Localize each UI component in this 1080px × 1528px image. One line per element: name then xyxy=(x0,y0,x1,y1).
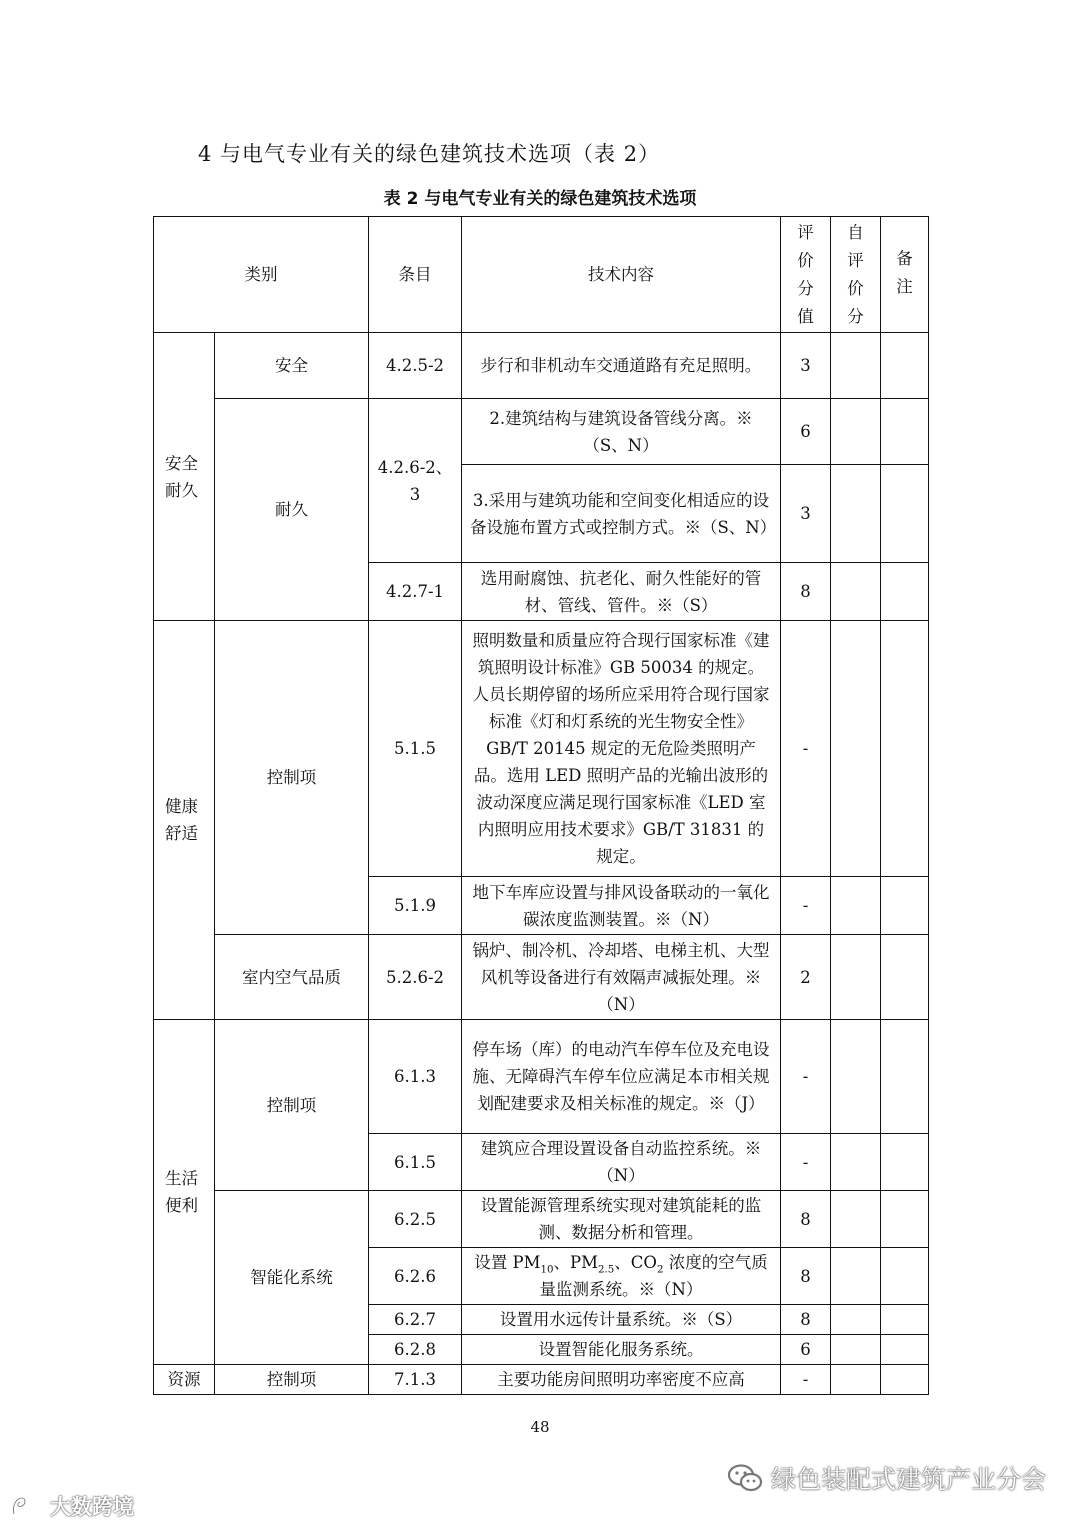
table-row xyxy=(154,1365,929,1395)
content-cell: 主要功能房间照明功率密度不应高 xyxy=(462,1365,781,1395)
table-row xyxy=(154,1020,929,1134)
item-cell: 5.1.5 xyxy=(369,621,462,877)
content-cell: 锅炉、制冷机、冷却塔、电梯主机、大型风机等设备进行有效隔声减振处理。※（N） xyxy=(462,935,781,1020)
score-cell: - xyxy=(781,621,831,877)
brand-logo-icon xyxy=(10,1494,44,1518)
subcategory-cell: 智能化系统 xyxy=(215,1191,369,1365)
item-cell: 4.2.6-2、3 xyxy=(369,399,462,563)
content-cell: 2.建筑结构与建筑设备管线分离。※（S、N） xyxy=(462,399,781,465)
category-cell: 健康舒适 xyxy=(154,621,215,1020)
header-remark: 备注 xyxy=(881,217,929,333)
remark-cell xyxy=(881,1365,929,1395)
item-cell: 7.1.3 xyxy=(369,1365,462,1395)
remark-cell xyxy=(881,621,929,877)
self-score-cell xyxy=(831,1191,881,1248)
item-cell: 5.2.6-2 xyxy=(369,935,462,1020)
remark-cell xyxy=(881,1020,929,1134)
green-building-table xyxy=(153,216,929,1395)
watermark-left-text: 大数跨境 xyxy=(50,1495,134,1519)
item-cell: 4.2.5-2 xyxy=(369,333,462,399)
remark-cell xyxy=(881,1134,929,1191)
subcategory-cell: 安全 xyxy=(215,333,369,399)
category-cell: 生活便利 xyxy=(154,1020,215,1365)
self-score-cell xyxy=(831,935,881,1020)
table-row xyxy=(154,399,929,465)
self-score-cell xyxy=(831,563,881,621)
subcategory-cell: 耐久 xyxy=(215,399,369,621)
score-cell: 8 xyxy=(781,563,831,621)
content-cell: 照明数量和质量应符合现行国家标准《建筑照明设计标准》GB 50034 的规定。人员长期停留的场所应采用符合现行国家标准《灯和灯系统的光生物安全性》GB/T 20145 规定的无危险类照明产品。选用 LED 照明产品的光输出波形的波动深度应满足现行国家标准《LED 室内照明应用技术要求》GB/T 31831 的规定。 xyxy=(462,621,781,877)
table-row xyxy=(154,333,929,399)
wechat-icon xyxy=(727,1463,763,1493)
item-cell: 4.2.7-1 xyxy=(369,563,462,621)
score-cell: - xyxy=(781,1134,831,1191)
self-score-cell xyxy=(831,877,881,935)
category-cell: 资源 xyxy=(154,1365,215,1395)
subcategory-cell: 控制项 xyxy=(215,1365,369,1395)
remark-cell xyxy=(881,1248,929,1305)
item-cell: 6.2.7 xyxy=(369,1305,462,1335)
self-score-cell xyxy=(831,1365,881,1395)
content-cell: 设置智能化服务系统。 xyxy=(462,1335,781,1365)
subcategory-cell: 控制项 xyxy=(215,621,369,935)
score-cell: - xyxy=(781,877,831,935)
self-score-cell xyxy=(831,1305,881,1335)
self-score-cell xyxy=(831,1134,881,1191)
self-score-cell xyxy=(831,465,881,563)
score-cell: 8 xyxy=(781,1305,831,1335)
score-cell: 3 xyxy=(781,465,831,563)
remark-cell xyxy=(881,877,929,935)
table-row xyxy=(154,935,929,1020)
table-caption: 表 2 与电气专业有关的绿色建筑技术选项 xyxy=(383,189,697,209)
watermark-right-text: 绿色装配式建筑产业分会 xyxy=(770,1465,1046,1494)
table-row xyxy=(154,1191,929,1248)
header-content: 技术内容 xyxy=(462,217,781,333)
header-item: 条目 xyxy=(369,217,462,333)
subcategory-cell: 室内空气品质 xyxy=(215,935,369,1020)
self-score-cell xyxy=(831,333,881,399)
self-score-cell xyxy=(831,621,881,877)
remark-cell xyxy=(881,1305,929,1335)
content-cell: 设置用水远传计量系统。※（S） xyxy=(462,1305,781,1335)
remark-cell xyxy=(881,465,929,563)
table-header-row xyxy=(154,217,929,333)
header-category: 类别 xyxy=(154,217,369,333)
score-cell: 2 xyxy=(781,935,831,1020)
page-number: 48 xyxy=(530,1418,550,1436)
remark-cell xyxy=(881,399,929,465)
content-cell: 建筑应合理设置设备自动监控系统。※（N） xyxy=(462,1134,781,1191)
item-cell: 6.2.6 xyxy=(369,1248,462,1305)
self-score-cell xyxy=(831,1335,881,1365)
content-cell: 设置能源管理系统实现对建筑能耗的监测、数据分析和管理。 xyxy=(462,1191,781,1248)
watermark-right xyxy=(727,1460,1046,1496)
table-row xyxy=(154,621,929,877)
content-cell: 设置 $PM_{10}$、$PM_{2.5}$、$CO_2$ 浓度的空气质量监测系统。※（N） xyxy=(462,1248,781,1305)
remark-cell xyxy=(881,1335,929,1365)
item-cell: 6.2.5 xyxy=(369,1191,462,1248)
self-score-cell xyxy=(831,1020,881,1134)
content-cell: 停车场（库）的电动汽车停车位及充电设施、无障碍汽车停车位应满足本市相关规划配建要求及相关标准的规定。※（J） xyxy=(462,1020,781,1134)
item-cell: 6.1.3 xyxy=(369,1020,462,1134)
score-cell: - xyxy=(781,1365,831,1395)
score-cell: 8 xyxy=(781,1248,831,1305)
remark-cell xyxy=(881,333,929,399)
header-score: 评价分值 xyxy=(781,217,831,333)
watermark-left xyxy=(10,1491,134,1521)
self-score-cell xyxy=(831,1248,881,1305)
content-cell: 选用耐腐蚀、抗老化、耐久性能好的管材、管线、管件。※（S） xyxy=(462,563,781,621)
score-cell: 8 xyxy=(781,1191,831,1248)
score-cell: 6 xyxy=(781,399,831,465)
category-cell: 安全耐久 xyxy=(154,333,215,621)
header-self-score: 自评价分 xyxy=(831,217,881,333)
score-cell: 6 xyxy=(781,1335,831,1365)
content-cell: 步行和非机动车交通道路有充足照明。 xyxy=(462,333,781,399)
section-heading: 4 与电气专业有关的绿色建筑技术选项（表 2） xyxy=(198,142,661,166)
item-cell: 6.2.8 xyxy=(369,1335,462,1365)
remark-cell xyxy=(881,563,929,621)
content-cell: 3.采用与建筑功能和空间变化相适应的设备设施布置方式或控制方式。※（S、N） xyxy=(462,465,781,563)
remark-cell xyxy=(881,1191,929,1248)
item-cell: 6.1.5 xyxy=(369,1134,462,1191)
content-cell: 地下车库应设置与排风设备联动的一氧化碳浓度监测装置。※（N） xyxy=(462,877,781,935)
subcategory-cell: 控制项 xyxy=(215,1020,369,1191)
remark-cell xyxy=(881,935,929,1020)
score-cell: 3 xyxy=(781,333,831,399)
item-cell: 5.1.9 xyxy=(369,877,462,935)
self-score-cell xyxy=(831,399,881,465)
score-cell: - xyxy=(781,1020,831,1134)
